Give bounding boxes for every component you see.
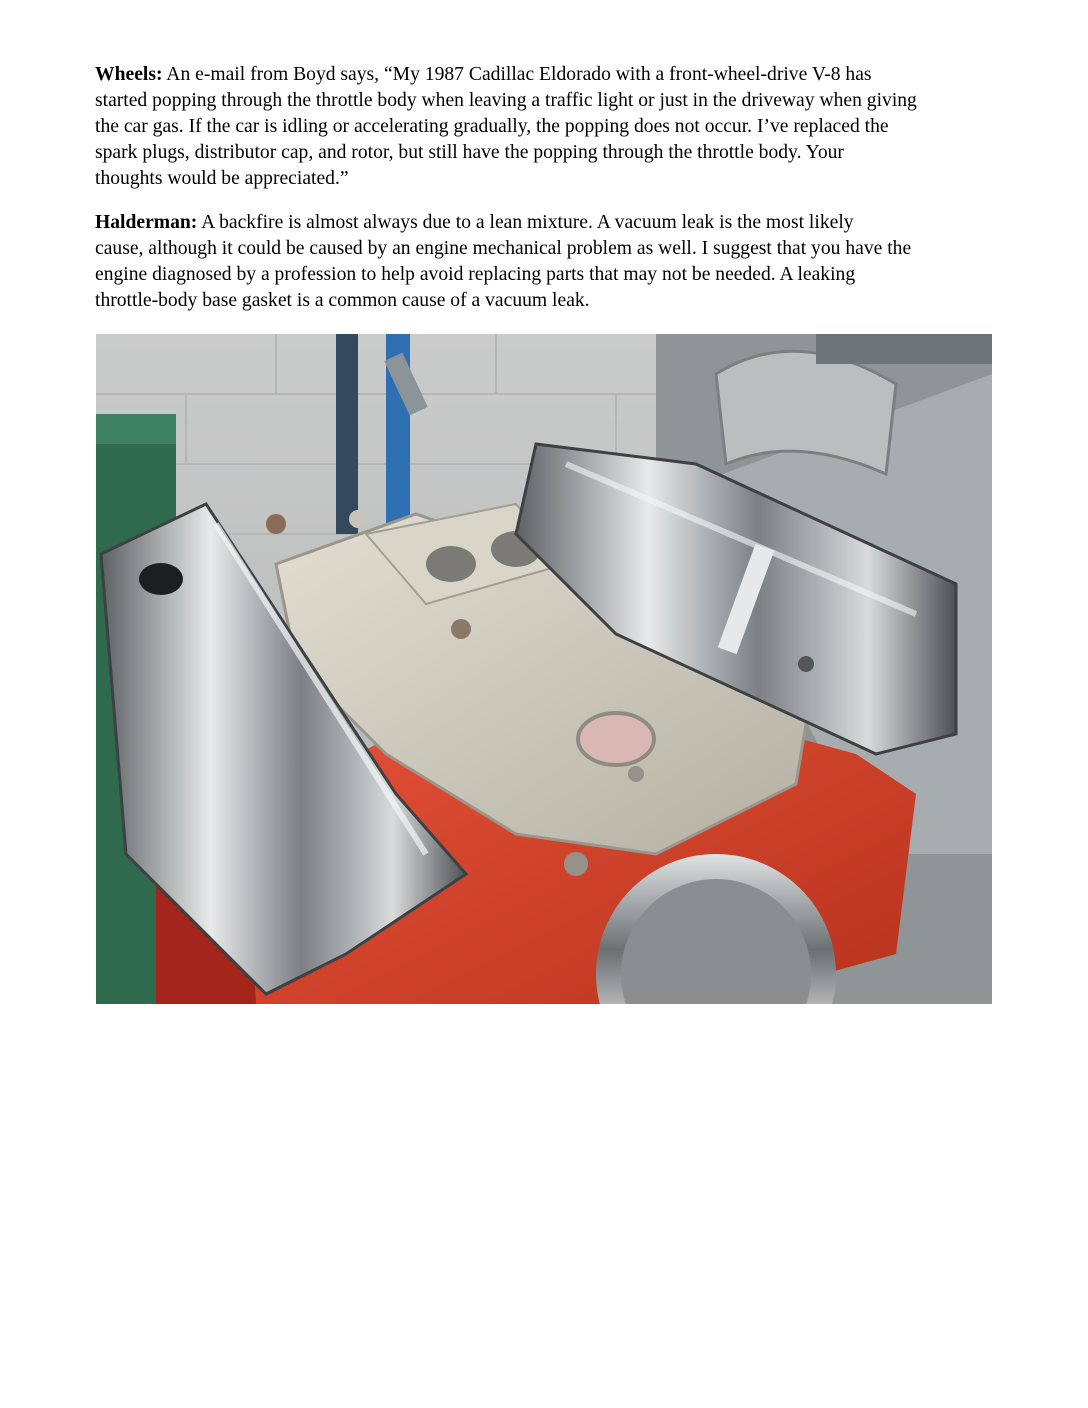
- bolt: [349, 510, 367, 528]
- engine-illustration: [96, 334, 992, 1004]
- bolt: [266, 514, 286, 534]
- port-hole: [426, 546, 476, 582]
- stand-pipe: [336, 334, 358, 534]
- paragraph-text: A backfire is almost always due to a lean mixture. A vacuum leak is the most likely cause, although it could be caused by an engine mechanical problem as well. I suggest that you have the engine diagnosed by a profession to help avoid replacing parts that may not be needed. A leaking throttle-body base gasket is a common cause of a vacuum leak.: [95, 212, 912, 311]
- paragraph-halderman: [95, 210, 995, 314]
- bolt: [798, 656, 814, 672]
- distributor-hole: [578, 713, 654, 765]
- oil-filler-hole: [139, 563, 183, 595]
- bench-edge: [816, 334, 992, 364]
- paragraph-label: Wheels:: [95, 64, 163, 85]
- paragraph-text: An e-mail from Boyd says, “My 1987 Cadillac Eldorado with a front-wheel-drive V-8 has started popping through the throttle body when leaving a traffic light or just in the driveway when giving the car gas. If the car is idling or accelerating gradually, the popping does not occur. I’ve replaced the spark plugs, distributor cap, and rotor, but still have the popping through the throttle body. Your thoughts would be appreciated.”: [95, 64, 917, 189]
- paragraph-wheels: [95, 62, 995, 192]
- paragraph-label: Halderman:: [95, 212, 198, 233]
- engine-photo: [96, 334, 992, 1004]
